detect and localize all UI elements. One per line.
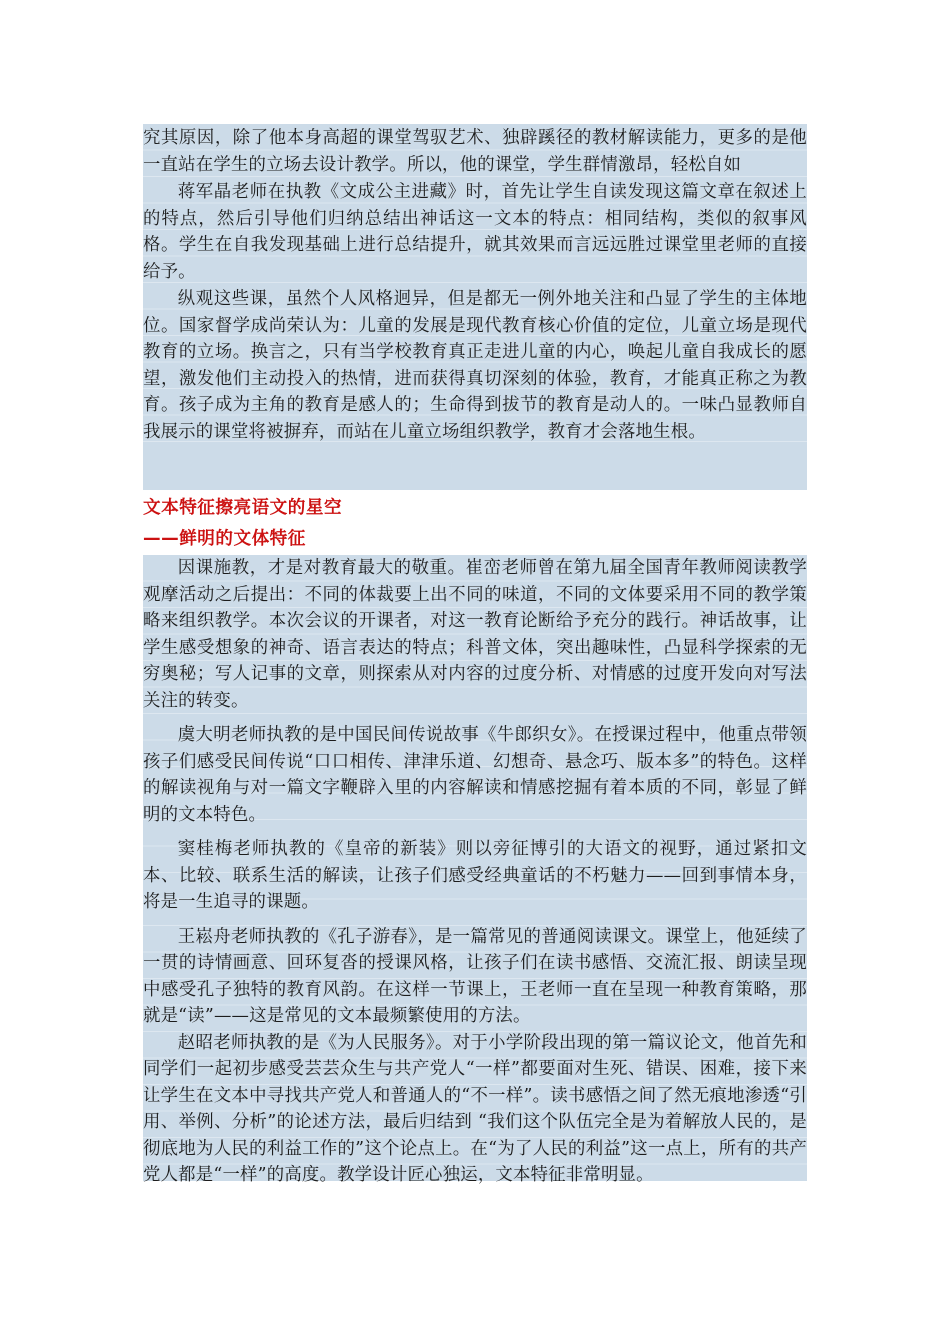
- section-subtitle: ——鲜明的文体特征: [143, 529, 306, 549]
- paragraph-intro: 因课施教，才是对教育最大的敬重。崔峦老师曾在第九届全国青年教师阅读教学观摩活动之后提出：不同的体裁要上出不同的味道，不同的文体要采用不同的教学策略来组织教学。本次会议的开课者，对这一教育论断给予充分的践行。神话故事，让学生感受想象的神奇、语言表达的特点；科普文体，突出趣味性，凸显科学探索的无穷奥秘；写人记事的文章，则探索从对内容的过度分析、对情感的过度开发向对写法关注的转变。: [143, 558, 807, 711]
- highlighted-text-block-1: [143, 124, 807, 460]
- highlight-gap-band: [143, 460, 807, 490]
- paragraph-yu-daming: 虞大明老师执教的是中国民间传说故事《牛郎织女》。在授课过程中，他重点带领孩子们感受民间传说“口口相传、津津乐道、幻想奇、悬念巧、版本多”的特色。这样的解读视角与对一篇文字鞭辟入里的内容解读和情感挖掘有着本质的不同，彰显了鲜明的文本特色。: [143, 725, 807, 825]
- paragraph-wang-songzhou: 王崧舟老师执教的《孔子游春》，是一篇常见的普通阅读课文。课堂上，他延续了一贯的诗情画意、回环复沓的授课风格，让孩子们在读书感悟、交流汇报、朗读呈现中感受孔子独特的教育风韵。在这样一节课上，王老师一直在呈现一种教育策略，那就是“读”——这是常见的文本最频繁使用的方法。: [143, 926, 807, 1026]
- paragraph-dou-guimei: 窦桂梅老师执教的《皇帝的新装》则以旁征博引的大语文的视野，通过紧扣文本、比较、联系生活的解读，让孩子们感受经典童话的不朽魅力——回到事情本身，将是一生追寻的课题。: [143, 839, 807, 912]
- paragraph-overview: 纵观这些课，虽然个人风格迥异，但是都无一例外地关注和凸显了学生的主体地位。国家督学成尚荣认为：儿童的发展是现代教育核心价值的定位，儿童立场是现代教育的立场。换言之，只有当学校教育真正走进儿童的内心，唤起儿童自我成长的愿望，激发他们主动投入的热情，进而获得真切深刻的体验，教育，才能真正称之为教育。孩子成为主角的教育是感人的；生命得到拔节的教育是动人的。一味凸显教师自我展示的课堂将被摒弃，而站在儿童立场组织教学，教育才会落地生根。: [143, 289, 807, 442]
- paragraph-jiang-junjing: 蒋军晶老师在执教《文成公主进藏》时，首先让学生自读发现这篇文章在叙述上的特点，然后引导他们归纳总结出神话这一文本的特点：相同结构，类似的叙事风格。学生在自我发现基础上进行总结提升，就其效果而言远远胜过课堂里老师的直接给予。: [143, 182, 807, 282]
- section-title: 文本特征擦亮语文的星空: [143, 498, 343, 518]
- highlighted-text-block-2: [143, 555, 807, 1185]
- paragraph-continuation: 究其原因，除了他本身高超的课堂驾驭艺术、独辟蹊径的教材解读能力，更多的是他一直站在学生的立场去设计教学。所以，他的课堂，学生群情激昂，轻松自如: [143, 128, 807, 175]
- paragraph-zhao-zhao: 赵昭老师执教的是《为人民服务》。对于小学阶段出现的第一篇议论文，他首先和同学们一起初步感受芸芸众生与共产党人“一样”都要面对生死、错误、困难，接下来让学生在文本中寻找共产党人和普通人的“不一样”。读书感悟之间了然无痕地渗透“引用、举例、分析”的论述方法，最后归结到 “我们这个队伍完全是为着解放人民的，是彻底地为人民的利益工作的”这个论点上。在“为了人民的利益”这一点上，所有的共产党人都是“一样”的高度。教学设计匠心独运，文本特征非常明显。: [143, 1032, 807, 1185]
